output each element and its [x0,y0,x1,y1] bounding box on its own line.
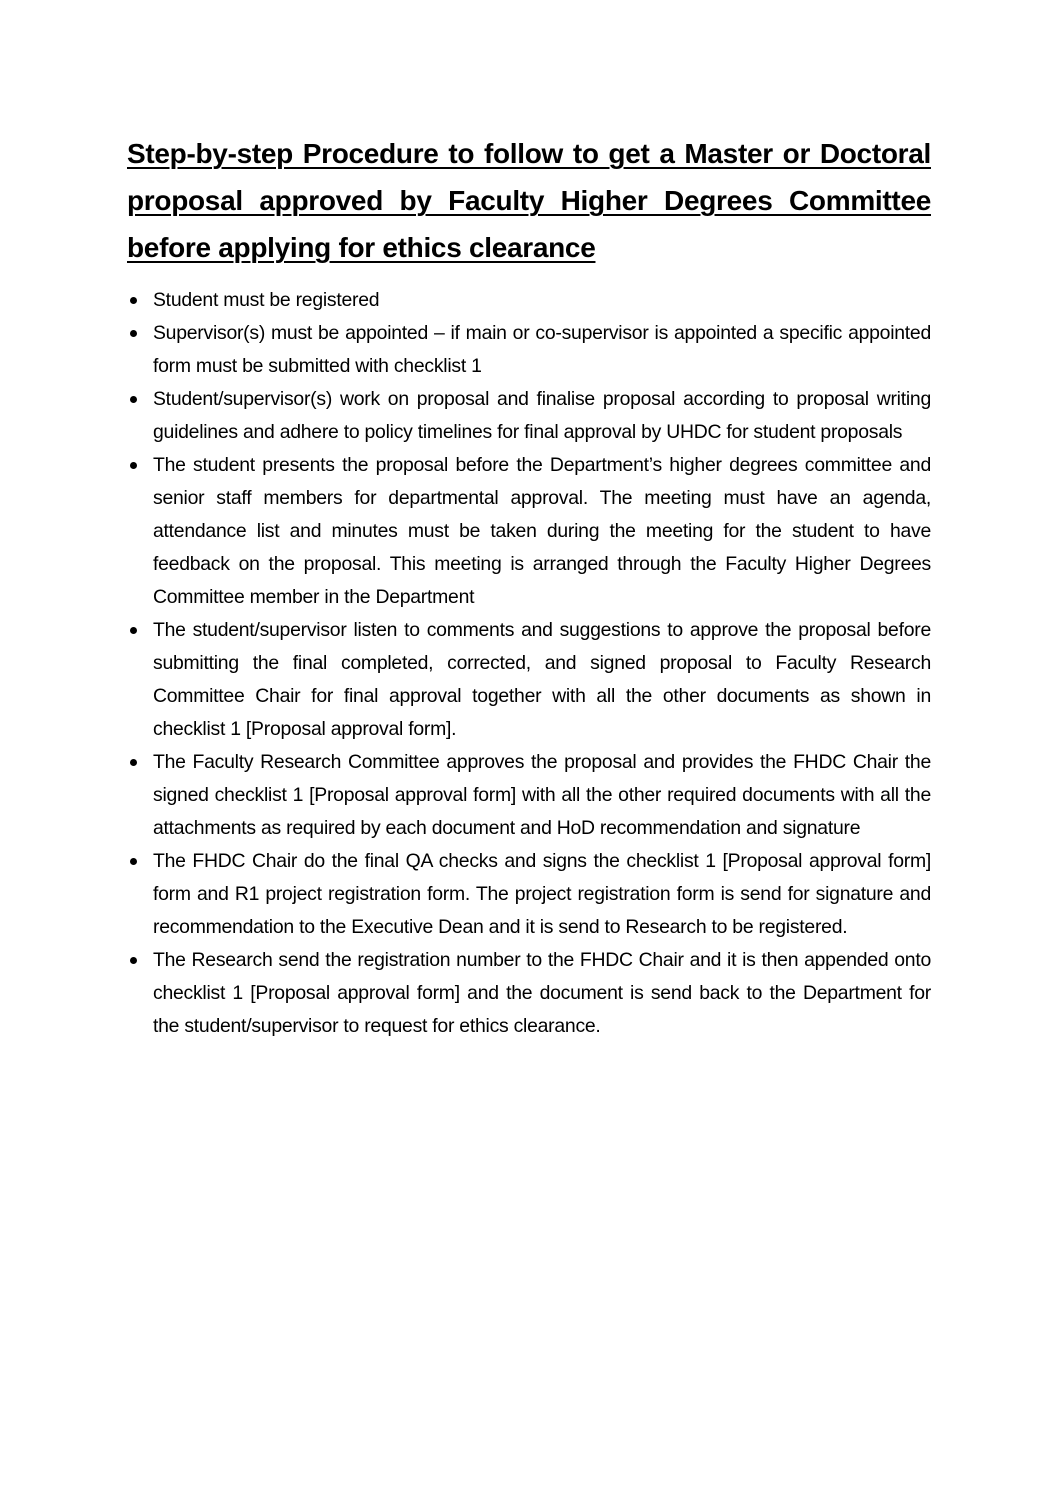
bullet-icon [130,396,137,403]
step-text: The FHDC Chair do the final QA checks and signs the checklist 1 [Proposal approval form] form and R1 project registration form. The project registration form is send for signature and recommendation to the Executive Dean and it is send to Research to be registered. [153,850,931,938]
bullet-icon [130,858,137,865]
list-item [127,317,931,383]
bullet-icon [130,627,137,634]
bullet-icon [130,462,137,469]
step-text: Student/supervisor(s) work on proposal and finalise proposal according to proposal writing guidelines and adhere to policy timelines for final approval by UHDC for student proposals [153,388,931,443]
bullet-icon [130,759,137,766]
bullet-icon [130,297,137,304]
step-text: The Faculty Research Committee approves the proposal and provides the FHDC Chair the signed checklist 1 [Proposal approval form] with all the other required documents with all the attachments as required by each document and HoD recommendation and signature [153,751,931,839]
list-item [127,449,931,614]
step-text: The student presents the proposal before the Department’s higher degrees committee and senior staff members for departmental approval. The meeting must have an agenda, attendance list and minutes must be taken during the meeting for the student to have feedback on the proposal. This meeting is arranged through the Faculty Higher Degrees Committee member in the Department [153,454,931,608]
list-item [127,944,931,1043]
step-text: Supervisor(s) must be appointed – if main or co-supervisor is appointed a specific appointed form must be submitted with checklist 1 [153,322,931,377]
step-text: The student/supervisor listen to comments and suggestions to approve the proposal before submitting the final completed, corrected, and signed proposal to Faculty Research Committee Chair for final approval together with all the other documents as shown in checklist 1 [Proposal approval form]. [153,619,931,740]
bullet-icon [130,330,137,337]
step-text: The Research send the registration number to the FHDC Chair and it is then appended onto checklist 1 [Proposal approval form] and the document is send back to the Department for the student/supervisor to request for ethics clearance. [153,949,931,1037]
bullet-icon [130,957,137,964]
list-item [127,284,931,317]
list-item [127,845,931,944]
procedure-steps-list [127,284,931,1043]
document-title: Step-by-step Procedure to follow to get a Master or Doctoral proposal approved by Faculty Higher Degrees Committee before applying for ethics clearance [127,138,931,263]
step-text: Student must be registered [153,289,380,311]
list-item [127,383,931,449]
list-item [127,614,931,746]
list-item [127,746,931,845]
